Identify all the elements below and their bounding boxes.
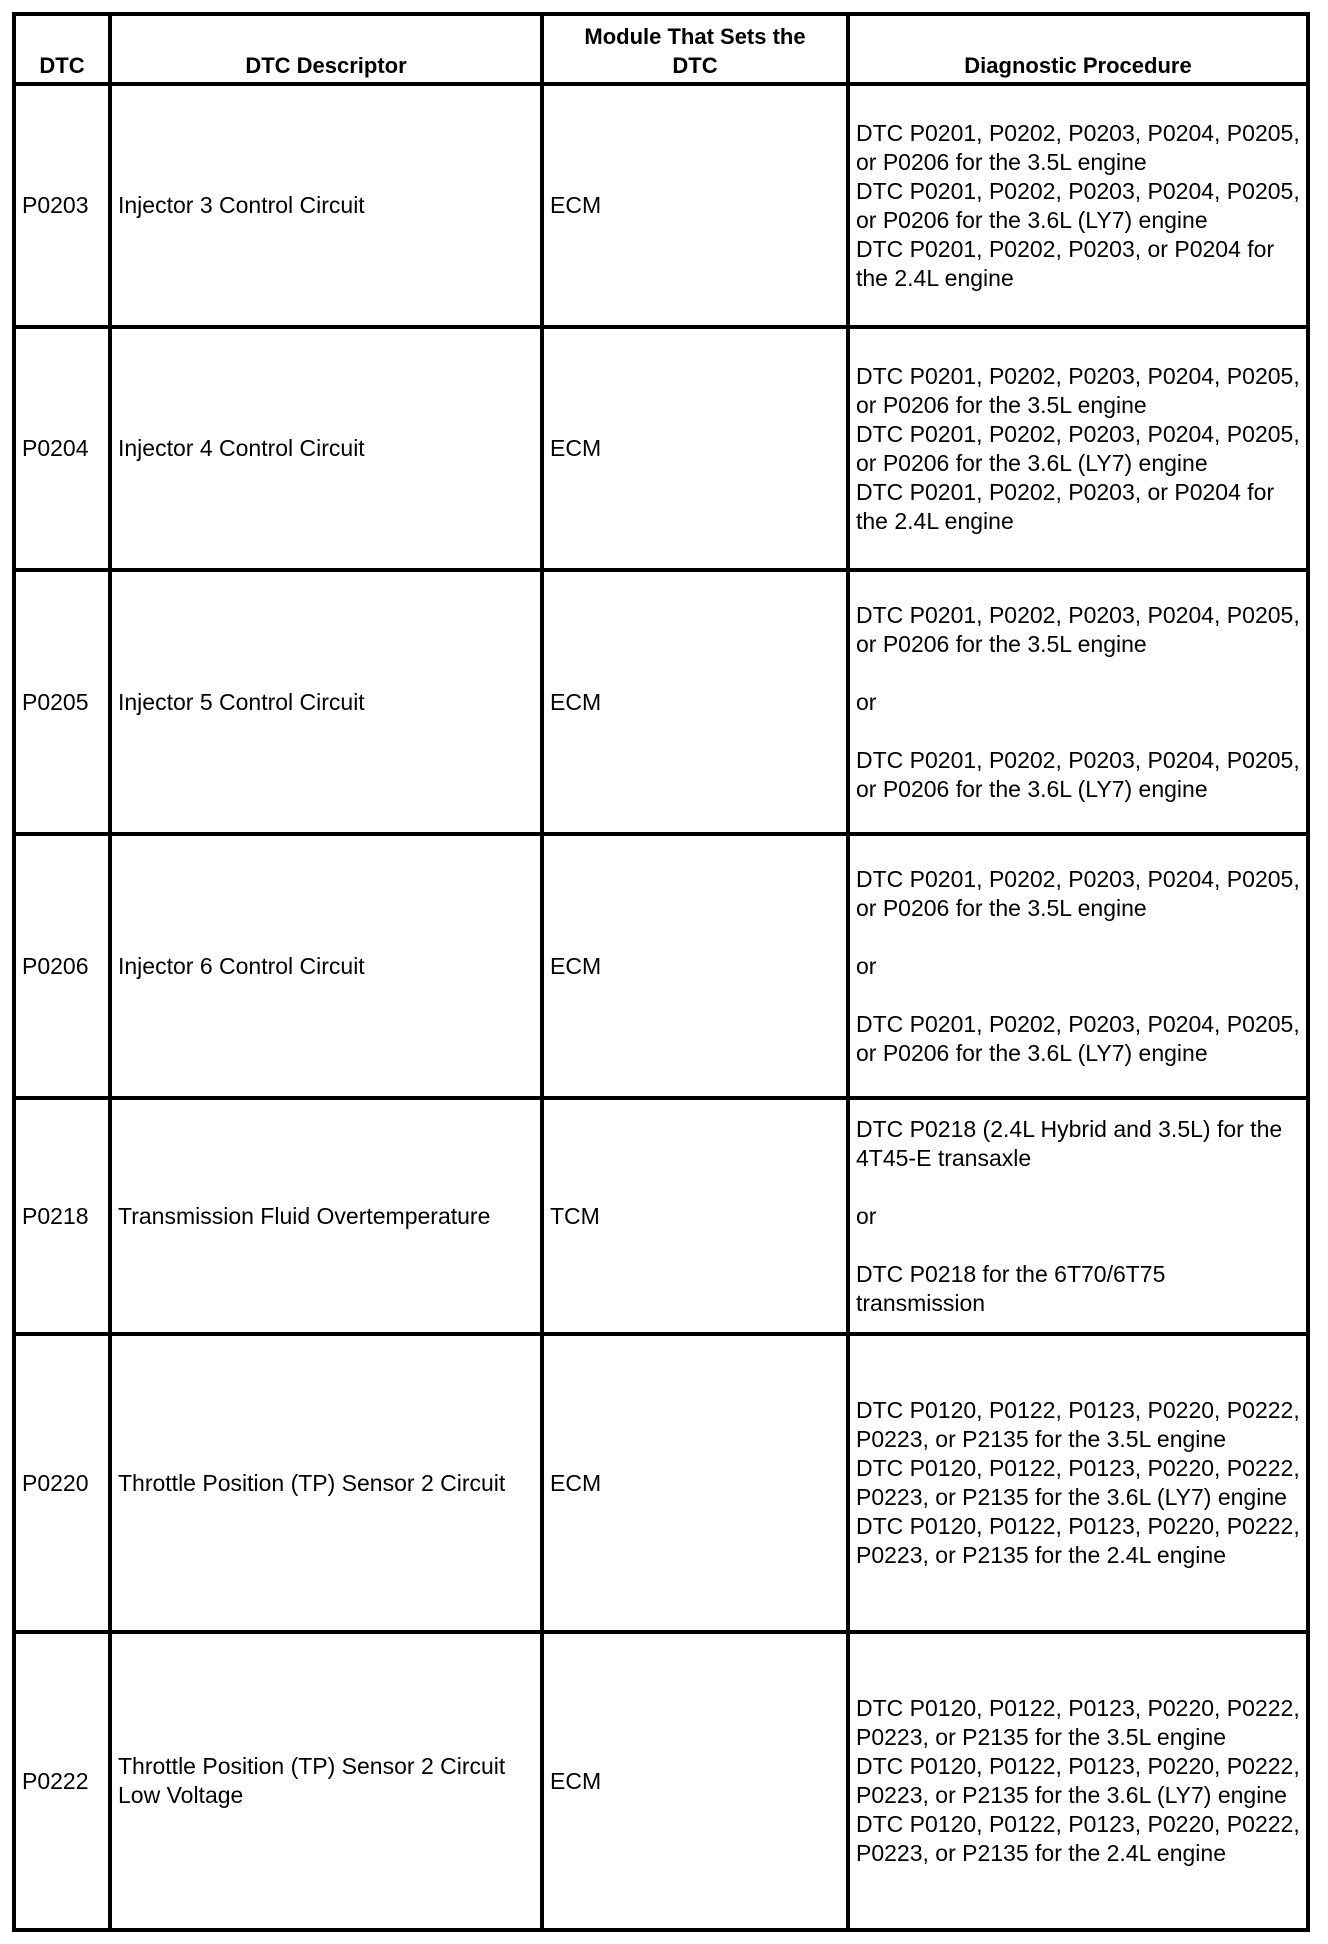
dtc-code: P0203 [14,84,110,327]
procedure-link[interactable]: DTC P0218 (2.4L Hybrid and 3.5L) for the 4T45-E transaxle [856,1115,1283,1171]
dtc-code: P0222 [14,1632,110,1930]
procedure-link[interactable]: DTC P0201, P0202, P0203, P0204, P0205, or P0206 for the 3.6L (LY7) engine [856,177,1300,233]
spacer [856,659,1300,688]
table-body [14,84,1308,1930]
module-name: ECM [542,84,848,327]
procedure-link[interactable]: DTC P0120, P0122, P0123, P0220, P0222, P0223, or P2135 for the 3.6L (LY7) engine [856,1753,1300,1808]
table-row [14,327,1308,570]
header-procedure: Diagnostic Procedure [848,14,1308,84]
procedure-link[interactable]: DTC P0201, P0202, P0203, P0204, P0205, or P0206 for the 3.5L engine [856,865,1300,921]
table-row [14,570,1308,834]
header-module-line1: Module That Sets the [584,24,806,49]
module-name: ECM [542,570,848,834]
module-name: ECM [542,834,848,1098]
table-row [14,1334,1308,1632]
diagnostic-procedure [848,834,1308,1098]
procedure-link[interactable]: DTC P0201, P0202, P0203, P0204, P0205, or P0206 for the 3.5L engine [856,119,1300,175]
diagnostic-procedure [848,570,1308,834]
module-name: ECM [542,1632,848,1930]
procedure-link[interactable]: DTC P0120, P0122, P0123, P0220, P0222, P0223, or P2135 for the 2.4L engine [856,1811,1300,1866]
diagnostic-procedure [848,84,1308,327]
procedure-separator: or [856,1202,877,1229]
diagnostic-procedure [848,1632,1308,1930]
procedure-link[interactable]: DTC P0120, P0122, P0123, P0220, P0222, P0223, or P2135 for the 3.5L engine [856,1397,1300,1452]
procedure-link[interactable]: DTC P0201, P0202, P0203, P0204, P0205, or P0206 for the 3.6L (LY7) engine [856,420,1300,476]
procedure-link[interactable]: DTC P0120, P0122, P0123, P0220, P0222, P0223, or P2135 for the 3.6L (LY7) engine [856,1455,1300,1510]
spacer [856,1231,1300,1260]
dtc-code: P0218 [14,1098,110,1334]
dtc-descriptor: Throttle Position (TP) Sensor 2 Circuit Low Voltage [110,1632,542,1930]
header-descriptor: DTC Descriptor [110,14,542,84]
procedure-link[interactable]: DTC P0120, P0122, P0123, P0220, P0222, P0223, or P2135 for the 3.5L engine [856,1695,1300,1750]
spacer [856,1173,1300,1202]
procedure-link[interactable]: DTC P0201, P0202, P0203, P0204, P0205, or P0206 for the 3.6L (LY7) engine [856,746,1300,802]
dtc-descriptor: Throttle Position (TP) Sensor 2 Circuit [110,1334,542,1632]
dtc-code: P0205 [14,570,110,834]
procedure-link[interactable]: DTC P0201, P0202, P0203, P0204, P0205, or P0206 for the 3.5L engine [856,601,1300,657]
module-name: ECM [542,1334,848,1632]
procedure-link[interactable]: DTC P0120, P0122, P0123, P0220, P0222, P0223, or P2135 for the 2.4L engine [856,1513,1300,1568]
procedure-link[interactable]: DTC P0201, P0202, P0203, P0204, P0205, or P0206 for the 3.6L (LY7) engine [856,1010,1300,1066]
module-name: ECM [542,327,848,570]
header-row [14,14,1308,84]
dtc-descriptor: Injector 6 Control Circuit [110,834,542,1098]
dtc-code: P0206 [14,834,110,1098]
procedure-link[interactable]: DTC P0201, P0202, P0203, or P0204 for the 2.4L engine [856,235,1275,291]
spacer [856,981,1300,1010]
header-dtc: DTC [14,14,110,84]
header-module [542,14,848,84]
dtc-table [12,12,1310,1932]
dtc-code: P0220 [14,1334,110,1632]
table-row [14,1632,1308,1930]
diagnostic-procedure [848,1098,1308,1334]
procedure-link[interactable]: DTC P0201, P0202, P0203, P0204, P0205, or P0206 for the 3.5L engine [856,362,1300,418]
dtc-descriptor: Injector 4 Control Circuit [110,327,542,570]
diagnostic-procedure [848,1334,1308,1632]
spacer [856,717,1300,746]
table-row [14,84,1308,327]
dtc-descriptor: Transmission Fluid Overtemperature [110,1098,542,1334]
procedure-separator: or [856,952,877,979]
header-module-line2: DTC [672,53,718,78]
module-name: TCM [542,1098,848,1334]
procedure-link[interactable]: DTC P0218 for the 6T70/6T75 transmission [856,1260,1166,1316]
dtc-descriptor: Injector 3 Control Circuit [110,84,542,327]
table-row [14,1098,1308,1334]
spacer [856,923,1300,952]
dtc-code: P0204 [14,327,110,570]
table-row [14,834,1308,1098]
procedure-separator: or [856,688,877,715]
procedure-link[interactable]: DTC P0201, P0202, P0203, or P0204 for the 2.4L engine [856,478,1275,534]
diagnostic-procedure [848,327,1308,570]
dtc-descriptor: Injector 5 Control Circuit [110,570,542,834]
